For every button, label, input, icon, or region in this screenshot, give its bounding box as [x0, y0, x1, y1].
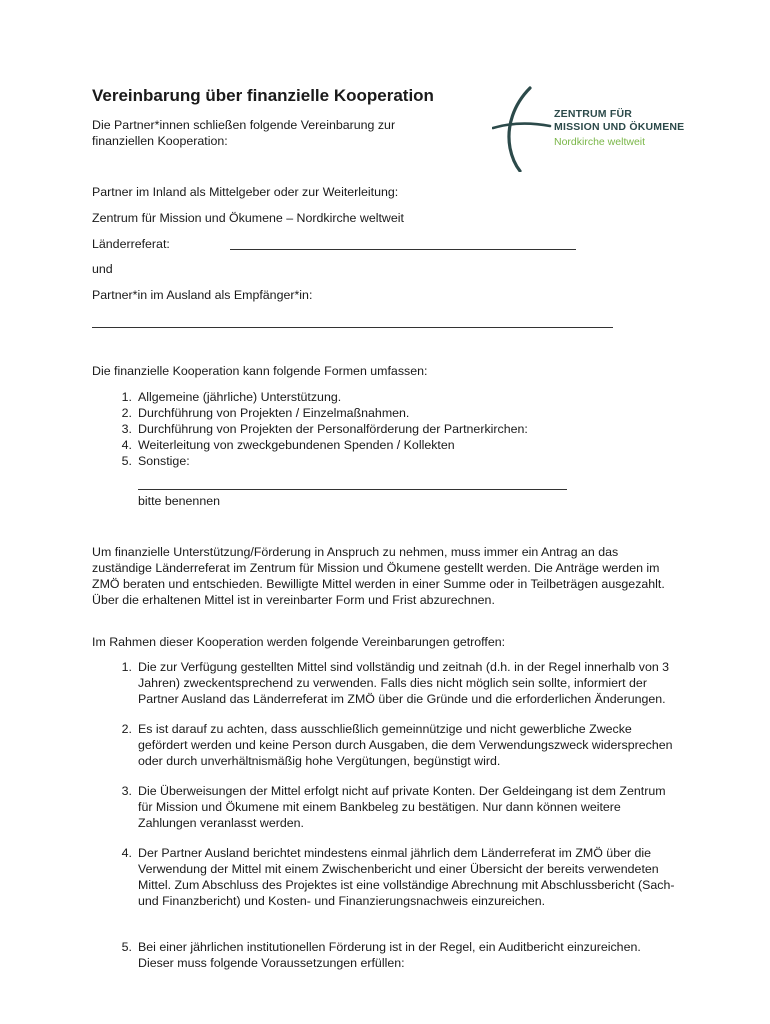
und-text: und	[92, 262, 113, 276]
list-item	[92, 659, 680, 707]
document-title: Vereinbarung über finanzielle Kooperation	[92, 86, 434, 105]
bitte-benennen-hint: bitte benennen	[138, 494, 220, 508]
list-item	[92, 405, 652, 421]
cross-swoosh-icon	[492, 86, 552, 172]
list-number: 5.	[121, 940, 132, 954]
antrag-paragraph: Um finanzielle Unterstützung/Förderung in Anspruch zu nehmen, muss immer ein Antrag an das zuständige Länderreferat im Zentrum für Mission und Ökumene gestellt werden. Die Anträge werden im ZMÖ beraten und entschieden. Bewilligte Mittel werden in einer Summe oder in Teilbeträgen ausgezahlt. Über die erhaltenen Mittel ist in vereinbarter Form und Frist abzurechnen.	[92, 545, 665, 607]
list-text: Durchführung von Projekten der Personalförderung der Partnerkirchen:	[138, 422, 528, 436]
laenderreferat-field[interactable]	[230, 249, 576, 250]
list-text: Durchführung von Projekten / Einzelmaßnahmen.	[138, 406, 410, 420]
logo-line-3: Nordkirche weltweit	[554, 136, 646, 148]
list-number: 1.	[121, 390, 132, 404]
list-item	[92, 845, 680, 909]
list-number: 2.	[121, 406, 132, 420]
list-number: 5.	[121, 454, 132, 468]
forms-list	[92, 389, 652, 469]
partner-ausland-label: Partner*in im Ausland als Empfänger*in:	[92, 288, 313, 302]
list-item	[92, 389, 652, 405]
list-item	[92, 783, 680, 831]
list-text: Sonstige:	[138, 454, 190, 468]
list-number: 4.	[121, 846, 132, 860]
laenderreferat-label: Länderreferat:	[92, 237, 170, 251]
list-text: Die zur Verfügung gestellten Mittel sind vollständig und zeitnah (d.h. in der Regel innerhalb von 3 Jahren) zweckentsprechend zu verwenden. Falls dies nicht möglich sein sollte, informiert der Partner Ausland das Länderreferat im ZMÖ über die Gründe und die erforderlichen Änderungen.	[138, 660, 670, 706]
list-number: 3.	[121, 422, 132, 436]
agreements-list	[92, 659, 692, 985]
list-item	[92, 453, 652, 469]
list-text: Der Partner Ausland berichtet mindestens einmal jährlich dem Länderreferat im ZMÖ über die Verwendung der Mittel mit einem Zwischenbericht und einer Übersicht der bereits verwendeten Mittel. Zum Abschluss des Projektes ist eine vollständige Abrechnung mit Abschlussbericht (Sach- und Finanzbericht) und Kosten- und Finanzierungsnachweis einzureichen.	[138, 846, 675, 908]
zmoe-logo	[492, 86, 692, 172]
list-text: Weiterleitung von zweckgebundenen Spenden / Kollekten	[138, 438, 455, 452]
list-number: 3.	[121, 784, 132, 798]
zmoe-name: Zentrum für Mission und Ökumene – Nordkirche weltweit	[92, 211, 404, 225]
logo-line-2: MISSION UND ÖKUMENE	[554, 121, 685, 133]
sonstige-field[interactable]	[138, 489, 567, 490]
list-number: 4.	[121, 438, 132, 452]
list-number: 1.	[121, 660, 132, 674]
list-text: Bei einer jährlichen institutionellen Förderung ist in der Regel, ein Auditbericht einzureichen. Dieser muss folgende Voraussetzungen erfüllen:	[138, 940, 641, 970]
laenderreferat-row	[92, 237, 170, 251]
list-item	[92, 721, 680, 769]
list-text: Es ist darauf zu achten, dass ausschließlich gemeinnützige und nicht gewerbliche Zwecke gefördert werden und keine Person durch Ausgaben, die dem Verwendungszweck widersprechen oder durch unverhältnismäßig hohe Vergütungen, begünstigt wird.	[138, 722, 673, 768]
list-item	[92, 437, 652, 453]
partner-ausland-field[interactable]	[92, 327, 613, 328]
logo-line-1: ZENTRUM FÜR	[554, 108, 633, 120]
list-text: Die Überweisungen der Mittel erfolgt nicht auf private Konten. Der Geldeingang ist dem Zentrum für Mission und Ökumene mit einem Bankbeleg zu bestätigen. Nur dann können weitere Zahlungen veranlasst werden.	[138, 784, 666, 830]
intro-text: Die Partner*innen schließen folgende Vereinbarung zur finanziellen Kooperation:	[92, 118, 396, 148]
list-item	[92, 939, 680, 971]
list-number: 2.	[121, 722, 132, 736]
list-text: Allgemeine (jährliche) Unterstützung.	[138, 390, 342, 404]
partner-inland-label: Partner im Inland als Mittelgeber oder zur Weiterleitung:	[92, 185, 399, 199]
forms-intro: Die finanzielle Kooperation kann folgende Formen umfassen:	[92, 364, 428, 378]
rahmen-paragraph: Im Rahmen dieser Kooperation werden folgende Vereinbarungen getroffen:	[92, 635, 506, 649]
list-item	[92, 421, 652, 437]
